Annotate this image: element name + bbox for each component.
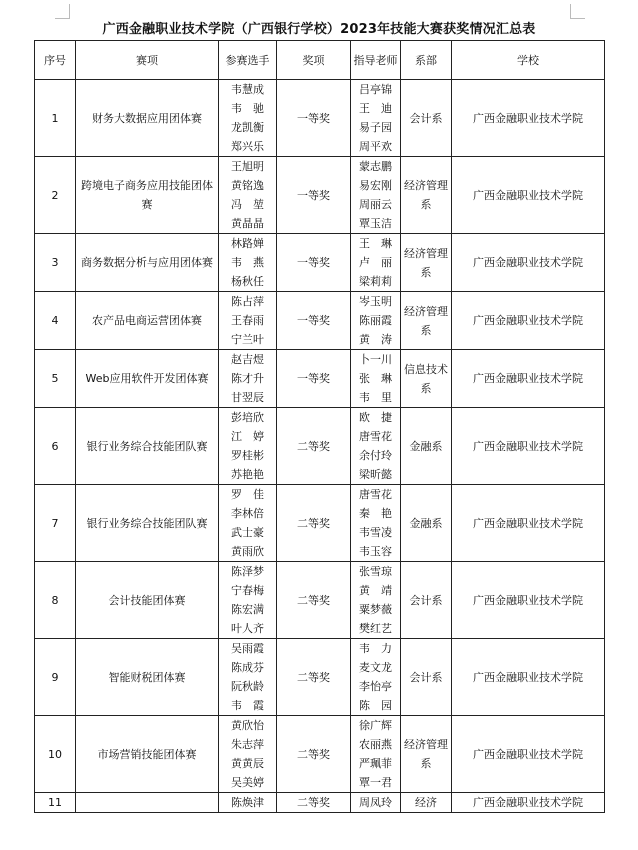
players-cell <box>219 350 277 408</box>
row-number-cell: 10 <box>35 716 76 793</box>
coaches-cell <box>351 716 401 793</box>
header-players: 参赛选手 <box>219 41 277 80</box>
row-number-cell: 11 <box>35 793 76 813</box>
players-name: 苏艳艳 <box>231 468 264 481</box>
header-coaches: 指导老师 <box>351 41 401 80</box>
players-name: 江 婷 <box>231 430 264 443</box>
players-name: 陈才升 <box>231 372 264 385</box>
coaches-name: 欧 捷 <box>359 411 392 424</box>
table-row <box>35 793 605 813</box>
players-name: 韦 燕 <box>231 256 264 269</box>
coaches-name: 黄 涛 <box>359 333 392 346</box>
players-cell <box>219 408 277 485</box>
coaches-name: 卢 丽 <box>359 256 392 269</box>
coaches-name: 覃玉洁 <box>359 217 392 230</box>
players-name: 黄铭逸 <box>231 179 264 192</box>
players-name: 赵吉煜 <box>231 353 264 366</box>
coaches-cell <box>351 234 401 292</box>
players-cell <box>219 234 277 292</box>
table-row <box>35 408 605 485</box>
players-name: 陈宏满 <box>231 603 264 616</box>
event-cell: 银行业务综合技能团队赛 <box>76 408 219 485</box>
coaches-name: 麦文龙 <box>359 661 392 674</box>
row-number-cell: 8 <box>35 562 76 639</box>
players-name: 罗 佳 <box>231 488 264 501</box>
players-name: 王春雨 <box>231 314 264 327</box>
coaches-name: 周丽云 <box>359 198 392 211</box>
coaches-name: 张雪琼 <box>359 565 392 578</box>
coaches-name: 唐雪花 <box>359 488 392 501</box>
award-cell: 一等奖 <box>277 350 351 408</box>
coaches-name: 徐广辉 <box>359 719 392 732</box>
header-event: 赛项 <box>76 41 219 80</box>
row-number-cell: 5 <box>35 350 76 408</box>
event-cell: 银行业务综合技能团队赛 <box>76 485 219 562</box>
players-name: 王旭明 <box>231 160 264 173</box>
award-cell: 二等奖 <box>277 716 351 793</box>
players-name: 韦 驰 <box>231 102 264 115</box>
table-row <box>35 292 605 350</box>
row-number-cell: 3 <box>35 234 76 292</box>
players-name: 吴雨霞 <box>231 642 264 655</box>
players-name: 林路婵 <box>231 237 264 250</box>
school-cell: 广西金融职业技术学院 <box>452 157 605 234</box>
players-name: 罗桂彬 <box>231 449 264 462</box>
event-cell: 跨境电子商务应用技能团体赛 <box>76 157 219 234</box>
school-cell: 广西金融职业技术学院 <box>452 350 605 408</box>
players-cell <box>219 80 277 157</box>
coaches-name: 樊红艺 <box>359 622 392 635</box>
page-corner-mark-right <box>570 4 585 19</box>
award-cell: 二等奖 <box>277 408 351 485</box>
coaches-name: 余付玲 <box>359 449 392 462</box>
coaches-name: 韦 力 <box>359 642 392 655</box>
coaches-name: 岑玉明 <box>359 295 392 308</box>
row-number-cell: 2 <box>35 157 76 234</box>
award-cell: 二等奖 <box>277 562 351 639</box>
award-cell: 一等奖 <box>277 292 351 350</box>
department-cell: 信息技术系 <box>401 350 452 408</box>
award-cell: 二等奖 <box>277 639 351 716</box>
players-name: 冯 堃 <box>231 198 264 211</box>
event-cell: 会计技能团体赛 <box>76 562 219 639</box>
school-cell: 广西金融职业技术学院 <box>452 562 605 639</box>
players-cell <box>219 485 277 562</box>
table-header-row <box>35 41 605 80</box>
event-cell: 财务大数据应用团体赛 <box>76 80 219 157</box>
coaches-name: 蒙志鹏 <box>359 160 392 173</box>
award-cell: 二等奖 <box>277 485 351 562</box>
players-name: 龙凯衡 <box>231 121 264 134</box>
coaches-cell <box>351 408 401 485</box>
school-cell: 广西金融职业技术学院 <box>452 793 605 813</box>
players-name: 陈占萍 <box>231 295 264 308</box>
department-cell: 经济管理系 <box>401 292 452 350</box>
coaches-cell <box>351 639 401 716</box>
coaches-name: 韦玉容 <box>359 545 392 558</box>
coaches-name: 覃一君 <box>359 776 392 789</box>
coaches-name: 农丽燕 <box>359 738 392 751</box>
players-name: 杨秋任 <box>231 275 264 288</box>
players-name: 黄黄辰 <box>231 757 264 770</box>
row-number-cell: 9 <box>35 639 76 716</box>
coaches-name: 韦雪凌 <box>359 526 392 539</box>
school-cell: 广西金融职业技术学院 <box>452 234 605 292</box>
coaches-name: 周凤玲 <box>359 796 392 809</box>
coaches-name: 易子园 <box>359 121 392 134</box>
players-cell <box>219 716 277 793</box>
players-name: 武士豪 <box>231 526 264 539</box>
department-cell: 会计系 <box>401 562 452 639</box>
page-corner-mark-left <box>55 4 70 19</box>
coaches-cell <box>351 793 401 813</box>
department-cell: 经济管理系 <box>401 716 452 793</box>
table-row <box>35 234 605 292</box>
coaches-name: 周平欢 <box>359 140 392 153</box>
department-cell: 经济 <box>401 793 452 813</box>
event-cell: 智能财税团体赛 <box>76 639 219 716</box>
coaches-name: 秦 艳 <box>359 507 392 520</box>
coaches-name: 梁昕懿 <box>359 468 392 481</box>
table-row <box>35 639 605 716</box>
award-cell: 一等奖 <box>277 80 351 157</box>
row-number-cell: 7 <box>35 485 76 562</box>
coaches-name: 黄 靖 <box>359 584 392 597</box>
coaches-name: 陈 园 <box>359 699 392 712</box>
players-name: 郑兴乐 <box>231 140 264 153</box>
row-number-cell: 4 <box>35 292 76 350</box>
coaches-cell <box>351 292 401 350</box>
players-cell <box>219 292 277 350</box>
players-cell <box>219 639 277 716</box>
coaches-name: 粟梦薇 <box>359 603 392 616</box>
header-department: 系部 <box>401 41 452 80</box>
players-name: 韦 霞 <box>231 699 264 712</box>
players-name: 陈焕津 <box>231 796 264 809</box>
event-cell: 市场营销技能团体赛 <box>76 716 219 793</box>
school-cell: 广西金融职业技术学院 <box>452 80 605 157</box>
department-cell: 会计系 <box>401 80 452 157</box>
coaches-cell <box>351 80 401 157</box>
awards-table <box>34 40 605 813</box>
players-cell <box>219 793 277 813</box>
school-cell: 广西金融职业技术学院 <box>452 639 605 716</box>
players-name: 朱志萍 <box>231 738 264 751</box>
row-number-cell: 6 <box>35 408 76 485</box>
players-cell <box>219 562 277 639</box>
coaches-name: 吕亭锦 <box>359 83 392 96</box>
department-cell: 会计系 <box>401 639 452 716</box>
department-cell: 经济管理系 <box>401 234 452 292</box>
header-award: 奖项 <box>277 41 351 80</box>
document-title: 广西金融职业技术学院（广西银行学校）2023年技能大赛获奖情况汇总表 <box>102 22 536 37</box>
table-row <box>35 350 605 408</box>
players-name: 陈成芬 <box>231 661 264 674</box>
table-row <box>35 716 605 793</box>
school-cell: 广西金融职业技术学院 <box>452 485 605 562</box>
players-name: 陈泽梦 <box>231 565 264 578</box>
department-cell: 经济管理系 <box>401 157 452 234</box>
coaches-cell <box>351 350 401 408</box>
department-cell: 金融系 <box>401 408 452 485</box>
event-cell: 农产品电商运营团体赛 <box>76 292 219 350</box>
players-name: 宁春梅 <box>231 584 264 597</box>
players-name: 彭培欣 <box>231 411 264 424</box>
event-cell <box>76 793 219 813</box>
row-number-cell: 1 <box>35 80 76 157</box>
award-cell: 一等奖 <box>277 234 351 292</box>
players-name: 阮秋龄 <box>231 680 264 693</box>
award-cell: 二等奖 <box>277 793 351 813</box>
players-name: 叶人齐 <box>231 622 264 635</box>
event-cell: Web应用软件开发团体赛 <box>76 350 219 408</box>
event-cell: 商务数据分析与应用团体赛 <box>76 234 219 292</box>
coaches-name: 卜一川 <box>359 353 392 366</box>
players-name: 宁兰叶 <box>231 333 264 346</box>
coaches-name: 张 琳 <box>359 372 392 385</box>
coaches-name: 严珮菲 <box>359 757 392 770</box>
school-cell: 广西金融职业技术学院 <box>452 292 605 350</box>
coaches-name: 韦 里 <box>359 391 392 404</box>
coaches-name: 陈丽霞 <box>359 314 392 327</box>
table-row <box>35 562 605 639</box>
coaches-name: 唐雪花 <box>359 430 392 443</box>
coaches-cell <box>351 157 401 234</box>
players-name: 黄雨欣 <box>231 545 264 558</box>
header-school: 学校 <box>452 41 605 80</box>
school-cell: 广西金融职业技术学院 <box>452 716 605 793</box>
table-row <box>35 157 605 234</box>
coaches-name: 李怡亭 <box>359 680 392 693</box>
school-cell: 广西金融职业技术学院 <box>452 408 605 485</box>
coaches-name: 王 迪 <box>359 102 392 115</box>
players-cell <box>219 157 277 234</box>
header-no: 序号 <box>35 41 76 80</box>
coaches-cell <box>351 562 401 639</box>
award-cell: 一等奖 <box>277 157 351 234</box>
coaches-name: 王 琳 <box>359 237 392 250</box>
players-name: 韦慧成 <box>231 83 264 96</box>
table-row <box>35 485 605 562</box>
department-cell: 金融系 <box>401 485 452 562</box>
players-name: 甘翌辰 <box>231 391 264 404</box>
table-row <box>35 80 605 157</box>
coaches-cell <box>351 485 401 562</box>
players-name: 吴美婷 <box>231 776 264 789</box>
players-name: 李林倍 <box>231 507 264 520</box>
players-name: 黄欣怡 <box>231 719 264 732</box>
coaches-name: 梁莉莉 <box>359 275 392 288</box>
players-name: 黄晶晶 <box>231 217 264 230</box>
coaches-name: 易宏刚 <box>359 179 392 192</box>
